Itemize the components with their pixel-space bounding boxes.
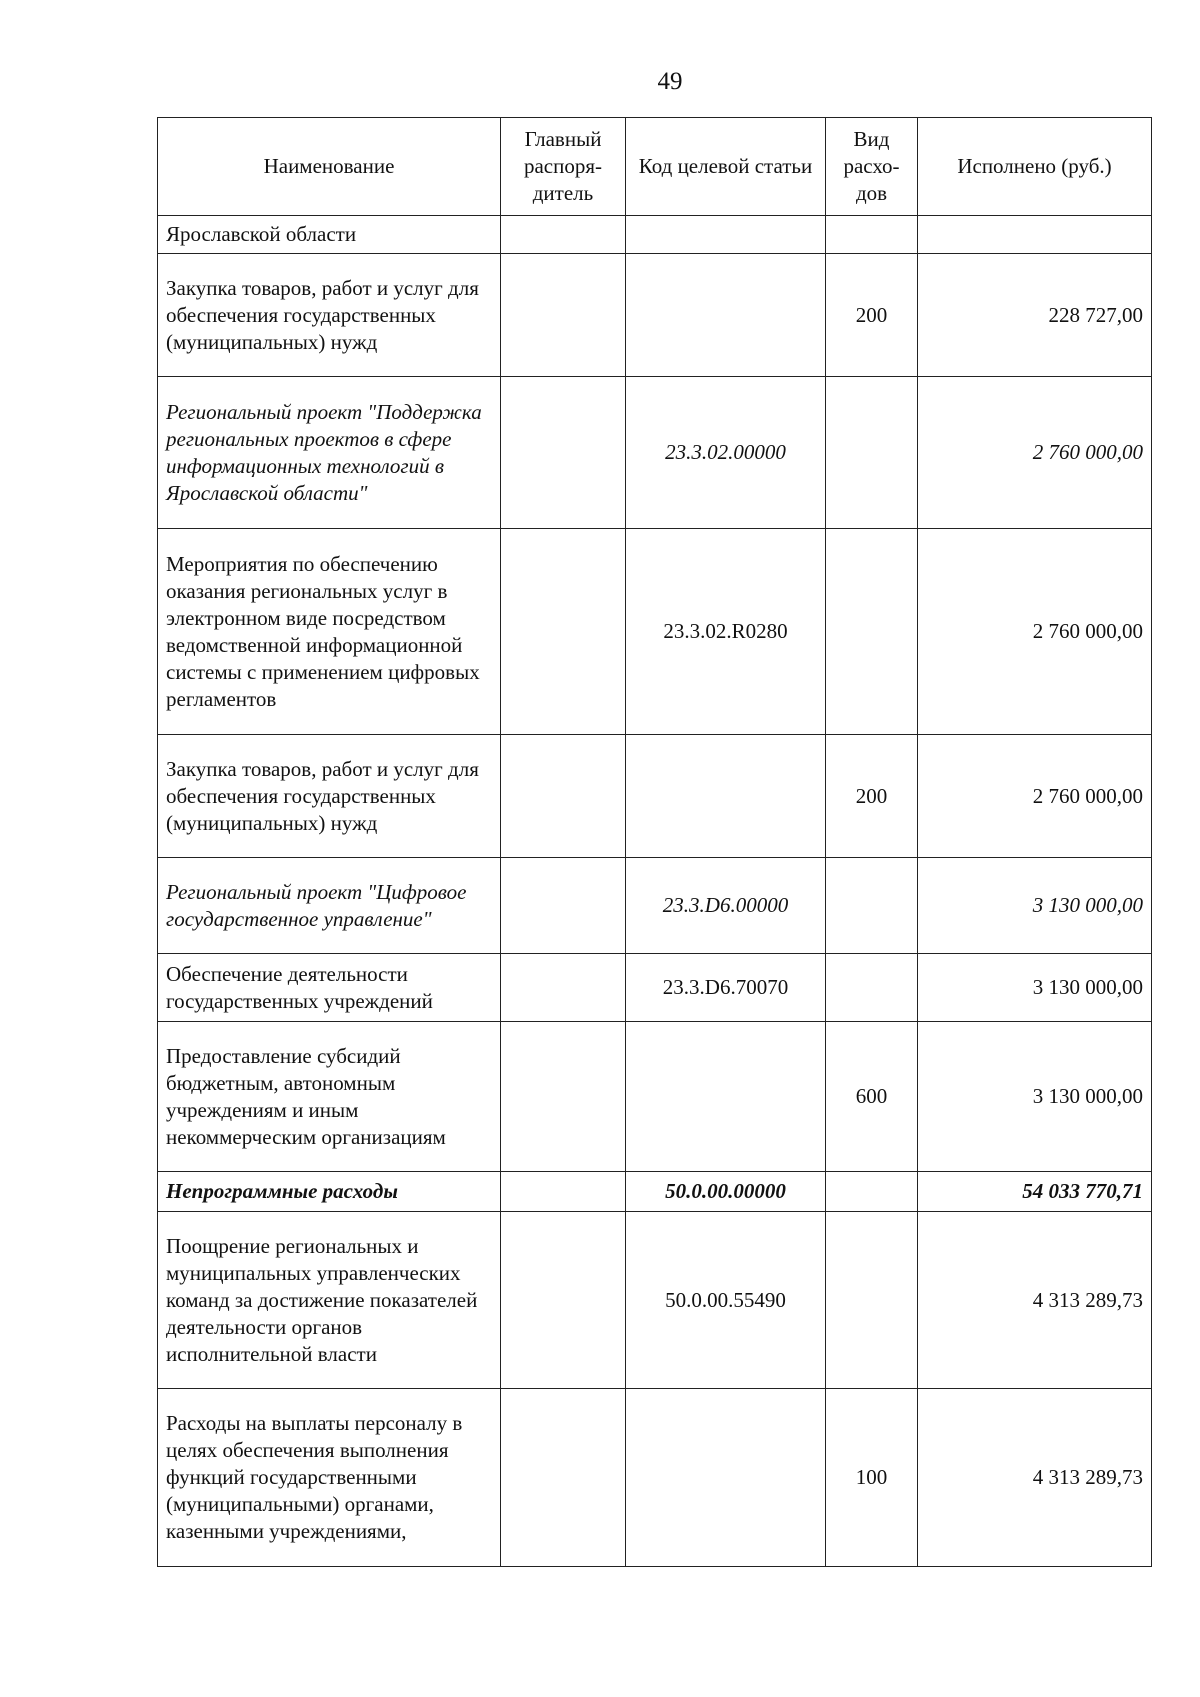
cell-name: Расходы на выплаты персоналу в целях обеспечения выполнения функций государственными (муниципальными) органами, казенными учреждениями,: [158, 1389, 501, 1567]
cell-code: 50.0.00.00000: [626, 1172, 826, 1212]
cell-code: [626, 1022, 826, 1172]
cell-name: Закупка товаров, работ и услуг для обеспечения государственных (муниципальных) нужд: [158, 254, 501, 377]
cell-main: [501, 858, 626, 954]
table-row: [158, 1389, 1152, 1567]
cell-type: [826, 529, 918, 735]
cell-type: 600: [826, 1022, 918, 1172]
cell-code: [626, 254, 826, 377]
cell-main: [501, 735, 626, 858]
table-row: [158, 735, 1152, 858]
header-name: Наименование: [158, 118, 501, 216]
header-target-code: Код целевой статьи: [626, 118, 826, 216]
cell-main: [501, 1389, 626, 1567]
cell-amount: [918, 216, 1152, 254]
cell-main: [501, 254, 626, 377]
cell-name: Региональный проект "Поддержка региональных проектов в сфере информационных технологий в Ярославской области": [158, 377, 501, 529]
cell-name: Непрограммные расходы: [158, 1172, 501, 1212]
cell-name: Мероприятия по обеспечению оказания региональных услуг в электронном виде посредством ведомственной информационной системы с применением цифровых регламентов: [158, 529, 501, 735]
table-row: [158, 1172, 1152, 1212]
table-row: [158, 377, 1152, 529]
header-expense-type: Вид расхо-дов: [826, 118, 918, 216]
cell-name: Ярославской области: [158, 216, 501, 254]
header-main-manager: Главный распоря-дитель: [501, 118, 626, 216]
table-row: [158, 858, 1152, 954]
cell-amount: 54 033 770,71: [918, 1172, 1152, 1212]
cell-type: [826, 858, 918, 954]
cell-name: Поощрение региональных и муниципальных управленческих команд за достижение показателей деятельности органов исполнительной власти: [158, 1212, 501, 1389]
cell-code: 23.3.02.00000: [626, 377, 826, 529]
cell-code: 23.3.02.R0280: [626, 529, 826, 735]
cell-amount: 228 727,00: [918, 254, 1152, 377]
cell-main: [501, 377, 626, 529]
cell-main: [501, 1212, 626, 1389]
cell-amount: 3 130 000,00: [918, 1022, 1152, 1172]
cell-type: [826, 954, 918, 1022]
cell-main: [501, 1172, 626, 1212]
page-number: 49: [657, 68, 683, 95]
cell-name: Региональный проект "Цифровое государственное управление": [158, 858, 501, 954]
cell-amount: 4 313 289,73: [918, 1389, 1152, 1567]
table-row: [158, 1212, 1152, 1389]
cell-amount: 3 130 000,00: [918, 954, 1152, 1022]
header-executed: Исполнено (руб.): [918, 118, 1152, 216]
cell-name: Предоставление субсидий бюджетным, автономным учреждениям и иным некоммерческим организациям: [158, 1022, 501, 1172]
cell-type: 100: [826, 1389, 918, 1567]
cell-type: [826, 1212, 918, 1389]
cell-code: 23.3.D6.70070: [626, 954, 826, 1022]
budget-table: [157, 117, 1152, 1567]
cell-amount: 4 313 289,73: [918, 1212, 1152, 1389]
header-row: [158, 118, 1152, 216]
cell-code: 23.3.D6.00000: [626, 858, 826, 954]
cell-name: Закупка товаров, работ и услуг для обеспечения государственных (муниципальных) нужд: [158, 735, 501, 858]
cell-main: [501, 529, 626, 735]
cell-amount: 2 760 000,00: [918, 377, 1152, 529]
table-row: [158, 216, 1152, 254]
cell-code: [626, 735, 826, 858]
table-row: [158, 254, 1152, 377]
table-row: [158, 1022, 1152, 1172]
cell-amount: 3 130 000,00: [918, 858, 1152, 954]
cell-code: [626, 1389, 826, 1567]
cell-type: 200: [826, 735, 918, 858]
cell-type: [826, 1172, 918, 1212]
cell-amount: 2 760 000,00: [918, 529, 1152, 735]
table-row: [158, 529, 1152, 735]
cell-code: 50.0.00.55490: [626, 1212, 826, 1389]
cell-amount: 2 760 000,00: [918, 735, 1152, 858]
cell-type: [826, 377, 918, 529]
table-row: [158, 954, 1152, 1022]
cell-main: [501, 954, 626, 1022]
cell-type: [826, 216, 918, 254]
cell-code: [626, 216, 826, 254]
cell-main: [501, 1022, 626, 1172]
cell-main: [501, 216, 626, 254]
cell-type: 200: [826, 254, 918, 377]
cell-name: Обеспечение деятельности государственных учреждений: [158, 954, 501, 1022]
